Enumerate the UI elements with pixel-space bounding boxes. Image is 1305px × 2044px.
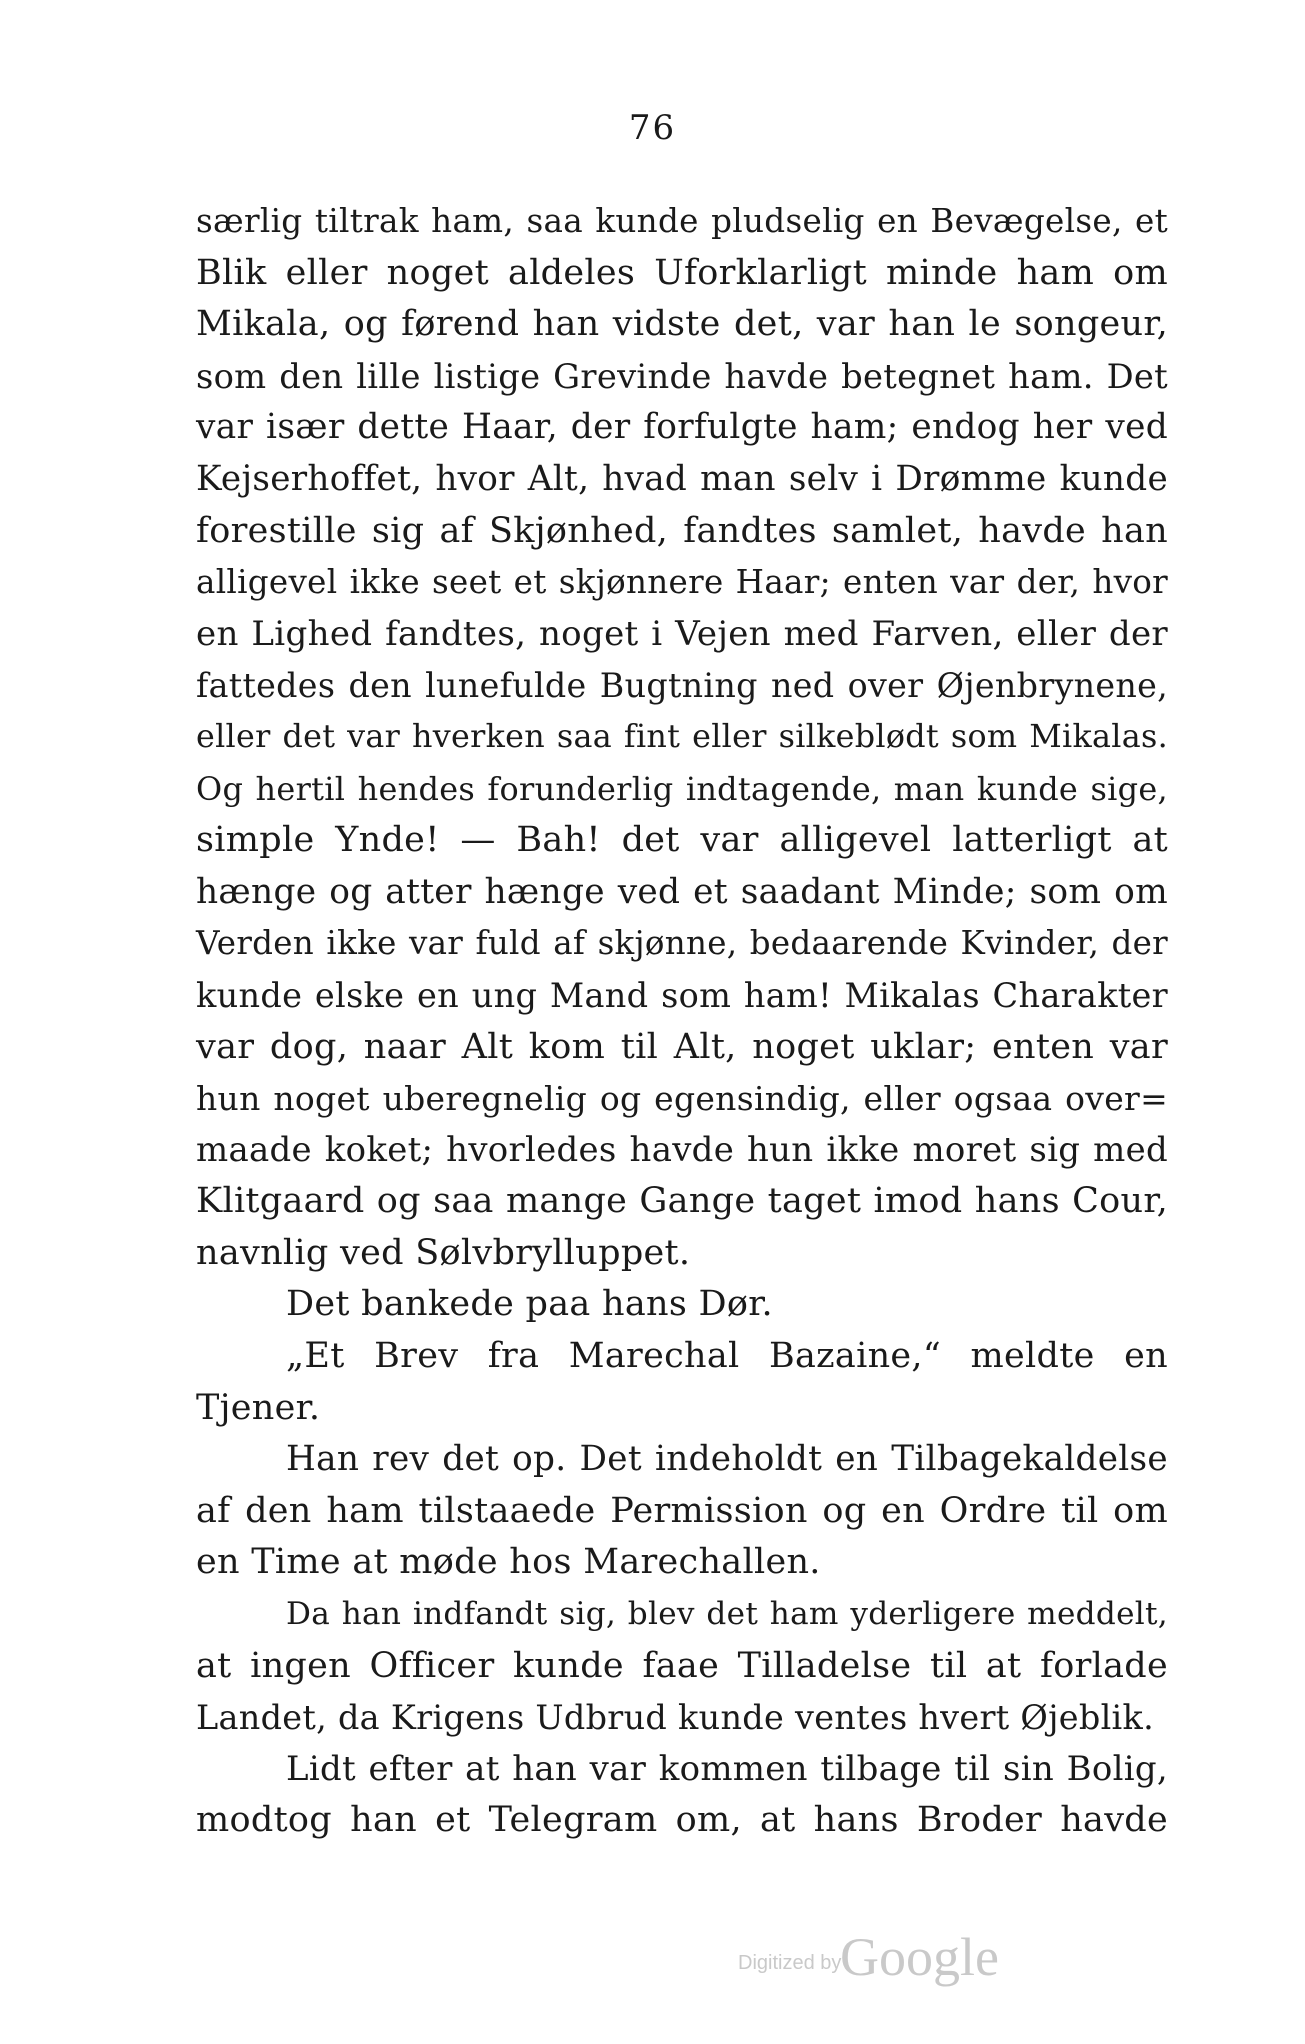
text-line: Kejserhoffet, hvor Alt, hvad man selv i Drømme kunde <box>196 458 1168 499</box>
text-line: eller det var hverken saa fint eller silkeblødt som Mikalas. <box>196 718 1168 755</box>
page-number: 76 <box>628 108 677 148</box>
text-line: Landet, da Krigens Udbrud kunde ventes hvert Øjeblik. <box>196 1698 1155 1738</box>
text-line: alligevel ikke seet et skjønnere Haar; enten var der, hvor <box>196 563 1168 602</box>
text-line: simple Ynde! — Bah! det var alligevel latterligt at <box>196 820 1168 861</box>
google-watermark-logo: Google <box>840 1927 999 1987</box>
text-line: af den ham tilstaaede Permission og en Ordre til om <box>196 1490 1168 1531</box>
body-text <box>196 196 1168 1847</box>
text-line: Han rev det op. Det indeholdt en Tilbagekaldelse <box>286 1439 1168 1480</box>
text-line: var især dette Haar, der forfulgte ham; endog her ved <box>196 407 1168 448</box>
digitized-by-label: Digitized by <box>738 1952 842 1974</box>
text-line: Da han indfandt sig, blev det ham yderligere meddelt, <box>286 1596 1168 1633</box>
text-line: Det bankede paa hans Dør. <box>286 1284 773 1325</box>
text-line: Verden ikke var fuld af skjønne, bedaarende Kvinder, der <box>196 924 1168 963</box>
text-line: „Et Brev fra Marechal Bazaine,“ meldte en <box>286 1336 1168 1377</box>
text-line: fattedes den lunefulde Bugtning ned over Øjenbrynene, <box>196 666 1168 706</box>
text-line: Blik eller noget aldeles Uforklarligt minde ham om <box>196 252 1168 293</box>
text-line: særlig tiltrak ham, saa kunde pludselig en Bevægelse, et <box>196 202 1168 240</box>
text-line: navnlig ved Sølvbrylluppet. <box>196 1232 691 1273</box>
text-line: modtog han et Telegram om, at hans Broder havde <box>196 1800 1168 1841</box>
text-line: maade koket; hvorledes havde hun ikke moret sig med <box>196 1130 1168 1170</box>
text-line: var dog, naar Alt kom til Alt, noget uklar; enten var <box>196 1026 1168 1067</box>
text-line: forestille sig af Skjønhed, fandtes samlet, havde han <box>196 510 1168 551</box>
text-line: hænge og atter hænge ved et saadant Minde; som om <box>196 871 1168 912</box>
text-line: kunde elske en ung Mand som ham! Mikalas Charakter <box>196 975 1168 1015</box>
text-line: en Lighed fandtes, noget i Vejen med Farven, eller der <box>196 613 1168 654</box>
text-line: Lidt efter at han var kommen tilbage til sin Bolig, <box>286 1748 1168 1789</box>
text-line: Og hertil hendes forunderlig indtagende, man kunde sige, <box>196 769 1168 808</box>
text-line: hun noget uberegnelig og egensindig, eller ogsaa over= <box>196 1079 1168 1119</box>
text-line: Mikala, og førend han vidste det, var han le songeur, <box>196 304 1168 345</box>
text-line: en Time at møde hos Marechallen. <box>196 1542 821 1583</box>
text-line: Klitgaard og saa mange Gange taget imod hans Cour, <box>196 1181 1168 1222</box>
text-line: Tjener. <box>196 1387 321 1428</box>
text-line: at ingen Officer kunde faae Tilladelse til at forlade <box>196 1645 1168 1686</box>
text-line: som den lille listige Grevinde havde betegnet ham. Det <box>196 356 1168 396</box>
